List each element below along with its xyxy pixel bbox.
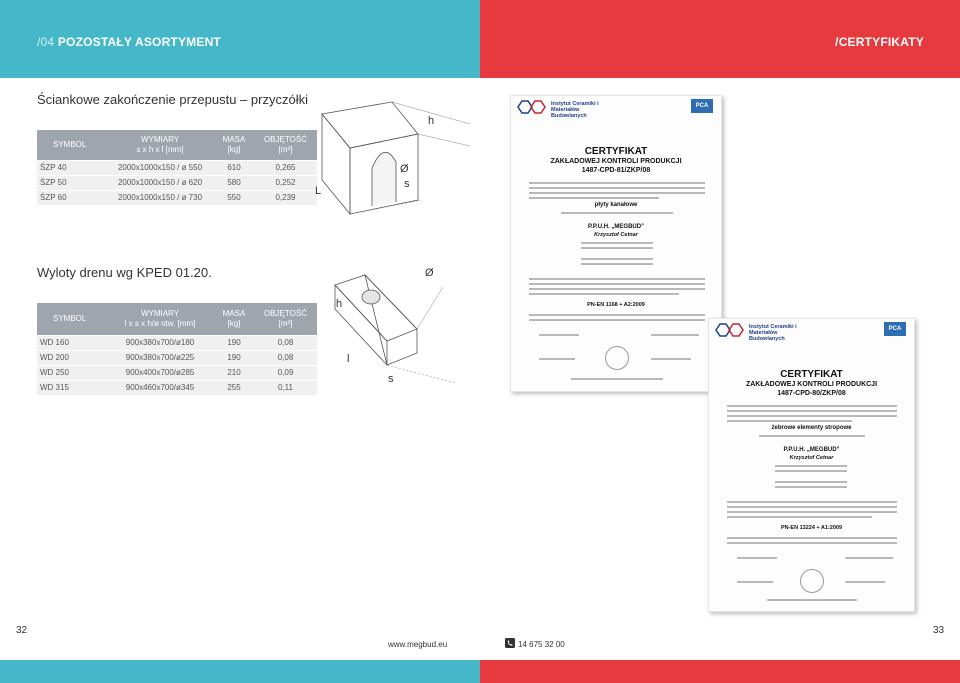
dim-label-s: s [404, 178, 410, 190]
col-dimensions: WYMIARY l x s x h/ø otw. [mm] [106, 303, 214, 335]
certificate-subtitle: ZAKŁADOWEJ KONTROLI PRODUKCJI [745, 381, 878, 388]
certificate-company: P.P.U.H. „MEGBUD” [587, 224, 645, 230]
institute-name: Instytut Ceramiki i Materiałów Budowlanych [551, 101, 599, 119]
section-heading-left [37, 35, 221, 49]
institute-name: Instytut Ceramiki i Materiałów Budowlanych [749, 324, 797, 342]
phone-number: 14 675 32 00 [518, 640, 565, 649]
certificate-product: płyty kanałowe [594, 202, 638, 208]
col-symbol: SYMBOL [37, 130, 106, 160]
seal-icon [800, 569, 824, 593]
dim-label-h: h [428, 115, 435, 127]
table-row: ŚZP 60 2000x1000x150 / ø 730 550 0,239 [37, 190, 317, 205]
page-number-right: 33 [933, 625, 945, 636]
section2-table [37, 303, 317, 395]
table-row: ŚZP 50 2000x1000x150 / ø 620 580 0,252 [37, 175, 317, 190]
table-row: ŚZP 40 2000x1000x150 / ø 550 610 0,265 [37, 160, 317, 175]
section-heading-right: /CERTYFIKATY [835, 35, 924, 49]
section2-title: Wyloty drenu wg KPED 01.20. [37, 265, 212, 280]
col-dimensions: WYMIARY s x h x l [mm] [106, 130, 214, 160]
table-row: WD 250 900x400x700/ø285 210 0,09 [37, 365, 317, 380]
headwall-drawing [310, 96, 480, 220]
dim-label-l: L [315, 185, 322, 197]
pca-logo: PCA [884, 322, 906, 336]
table-header-row [37, 303, 317, 335]
col-mass: MASA [kg] [214, 130, 254, 160]
table-row: WD 160 900x380x700/ø180 190 0,08 [37, 335, 317, 350]
section-number: /04 [37, 35, 55, 49]
seal-icon [605, 346, 629, 370]
certificate-owner: Krzysztof Cetnar [594, 232, 638, 238]
page-number-left: 32 [16, 625, 28, 636]
dim-label-l: l [347, 353, 350, 365]
certificate-owner: Krzysztof Cetnar [789, 455, 834, 461]
footer-left-band [0, 660, 480, 683]
certificate-title: CERTYFIKAT [780, 369, 843, 380]
phone-icon [505, 638, 515, 648]
certificate-company: P.P.U.H. „MEGBUD” [783, 447, 840, 453]
table-row: WD 200 900x380x700/ø225 190 0,08 [37, 350, 317, 365]
section-name: POZOSTAŁY ASORTYMENT [57, 35, 221, 49]
col-symbol: SYMBOL [37, 303, 106, 335]
footer-right-band [480, 660, 960, 683]
certificate-subtitle: ZAKŁADOWEJ KONTROLI PRODUKCJI [550, 158, 682, 165]
col-mass: MASA [kg] [214, 303, 254, 335]
section1-table [37, 130, 317, 205]
drain-outlet-drawing [325, 265, 480, 395]
dim-label-diameter: Ø [425, 267, 434, 279]
dim-label-diameter: Ø [400, 163, 409, 175]
pca-logo: PCA [691, 99, 713, 113]
certificate-norm: PN-EN 1168 + A2:2009 [587, 302, 645, 308]
certificate-title: CERTYFIKAT [584, 146, 648, 157]
certificate-product: żebrowe elementy stropowe [771, 425, 852, 431]
certificate-number: 1487-CPD-81/ZKP/08 [581, 167, 651, 174]
certificate-number: 1487-CPD-80/ZKP/08 [777, 390, 846, 397]
certificate-2 [708, 318, 915, 612]
section1-title: Ściankowe zakończenie przepustu – przyczółki [37, 92, 308, 107]
website-link[interactable]: www.megbud.eu [388, 640, 448, 649]
table-row: WD 315 900x460x700/ø345 255 0,11 [37, 380, 317, 395]
col-volume: OBJĘTOŚĆ [m³] [254, 130, 317, 160]
certificate-norm: PN-EN 13224 + A1:2009 [780, 525, 843, 531]
certificate-1 [510, 95, 722, 392]
col-volume: OBJĘTOŚĆ [m³] [254, 303, 317, 335]
institute-logo-icon [715, 323, 745, 337]
dim-label-s: s [388, 373, 394, 385]
institute-logo-icon [517, 100, 547, 114]
dim-label-h: h [336, 298, 343, 310]
table-header-row [37, 130, 317, 160]
